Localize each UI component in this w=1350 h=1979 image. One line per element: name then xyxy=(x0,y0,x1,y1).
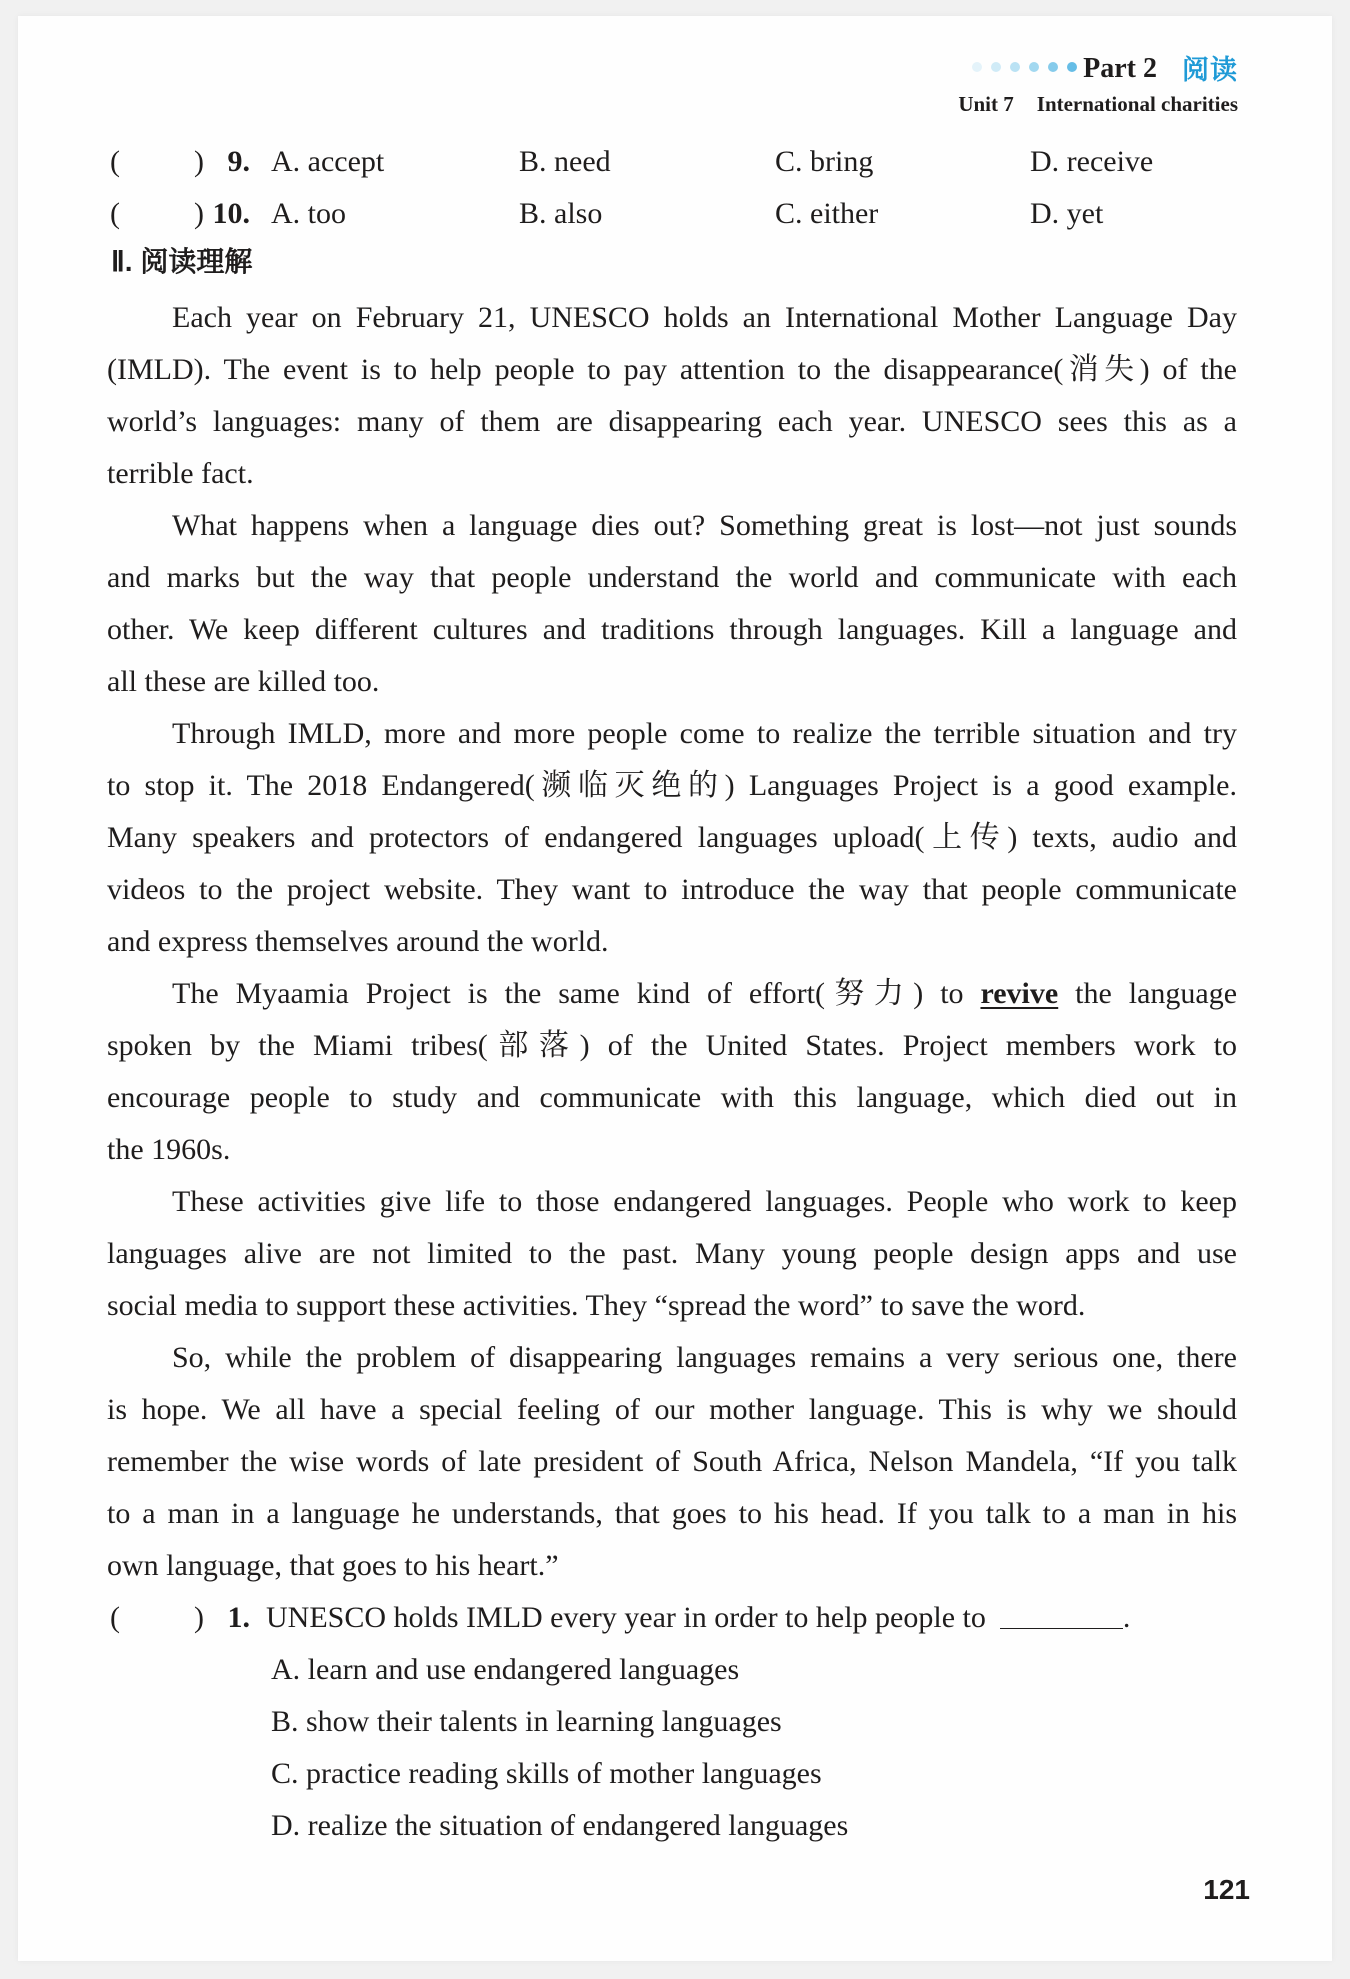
decor-dot xyxy=(991,62,1001,72)
passage-line: to a man in a language he understands, that goes to his head. If you talk to a man in his xyxy=(107,1497,1237,1530)
answer-paren-open: ( xyxy=(110,1601,120,1634)
question-stem-text: UNESCO holds IMLD every year in order to help people to xyxy=(266,1601,986,1634)
passage-line: spoken by the Miami tribes(部落) of the United States. Project members work to xyxy=(107,1029,1237,1062)
cloze-question xyxy=(107,188,1237,240)
passage-line: is hope. We all have a special feeling of our mother language. This is why we should xyxy=(107,1393,1237,1426)
passage-line: Through IMLD, more and more people come to realize the terrible situation and try xyxy=(172,717,1237,750)
option-b: B. also xyxy=(519,197,603,230)
decor-dot xyxy=(972,62,982,72)
passage-line: Many speakers and protectors of endangered languages upload(上传) texts, audio and xyxy=(107,821,1237,854)
passage-line: the 1960s. xyxy=(107,1133,231,1166)
answer-blank xyxy=(1000,1600,1123,1629)
passage-line: and marks but the way that people understand the world and communicate with each xyxy=(107,561,1237,594)
option-a: A. too xyxy=(271,197,346,230)
answer-paren-close: ) xyxy=(194,197,204,230)
answer-paren-close: ) xyxy=(194,1601,204,1634)
question-number: 1. xyxy=(227,1601,250,1634)
passage-line: encourage people to study and communicate with this language, which died out in xyxy=(107,1081,1237,1114)
passage-line: own language, that goes to his heart.” xyxy=(107,1549,559,1582)
paragraph xyxy=(107,1332,1237,1592)
passage-line: terrible fact. xyxy=(107,457,254,490)
passage-line: What happens when a language dies out? Something great is lost—not just sounds xyxy=(172,509,1237,542)
decor-dot xyxy=(1048,62,1058,72)
paragraph xyxy=(107,968,1237,1176)
question-number: 9. xyxy=(227,145,250,178)
passage-line: all these are killed too. xyxy=(107,665,380,698)
passage-line: remember the wise words of late president of South Africa, Nelson Mandela, “If you talk xyxy=(107,1445,1237,1478)
part-label: Part 2 xyxy=(1083,53,1157,84)
keyword-revive: revive xyxy=(980,977,1059,1010)
option-d: D. receive xyxy=(1030,145,1154,178)
unit-title: International charities xyxy=(1036,91,1238,116)
option-d: D. yet xyxy=(1030,197,1104,230)
option-c: C. either xyxy=(775,197,879,230)
answer-paren-close: ) xyxy=(194,145,204,178)
paragraph xyxy=(107,708,1237,968)
comprehension-question xyxy=(107,1592,1237,1644)
page-number: 121 xyxy=(1203,1874,1250,1905)
passage-line: world’s languages: many of them are disappearing each year. UNESCO sees this as a xyxy=(107,405,1237,438)
passage-line: (IMLD). The event is to help people to pay attention to the disappearance(消失) of the xyxy=(107,353,1237,386)
answer-paren-open: ( xyxy=(110,197,120,230)
page-content xyxy=(107,136,1237,1852)
line-text: The Myaamia Project is the same kind of effort(努力) to xyxy=(172,977,964,1010)
question-stem xyxy=(266,1592,1130,1644)
reading-passage xyxy=(107,292,1237,1592)
passage-line: and express themselves around the world. xyxy=(107,925,609,958)
header-dots xyxy=(972,62,1077,72)
page-header xyxy=(972,50,1238,84)
section-label: 阅读 xyxy=(1182,54,1238,85)
paragraph xyxy=(107,292,1237,500)
passage-line: to stop it. The 2018 Endangered(濒临灭绝的) Languages Project is a good example. xyxy=(107,769,1237,802)
decor-dot xyxy=(1067,62,1077,72)
unit-label: Unit 7 xyxy=(958,91,1014,116)
option-d: D. realize the situation of endangered languages xyxy=(271,1809,849,1842)
unit-header xyxy=(958,92,1238,116)
paragraph xyxy=(107,500,1237,708)
passage-line: other. We keep different cultures and traditions through languages. Kill a language and xyxy=(107,613,1237,646)
decor-dot xyxy=(1029,62,1039,72)
option-a: A. accept xyxy=(271,145,385,178)
passage-line: These activities give life to those endangered languages. People who work to keep xyxy=(172,1185,1237,1218)
option-a: A. learn and use endangered languages xyxy=(271,1653,740,1686)
line-text: the language xyxy=(1075,977,1238,1010)
passage-line: So, while the problem of disappearing languages remains a very serious one, there xyxy=(172,1341,1237,1374)
passage-line: Each year on February 21, UNESCO holds an International Mother Language Day xyxy=(172,301,1237,334)
passage-line: social media to support these activities. They “spread the word” to save the word. xyxy=(107,1289,1086,1322)
question-stem-end: . xyxy=(1122,1601,1131,1634)
section-heading: Ⅱ. 阅读理解 xyxy=(111,246,253,277)
paragraph xyxy=(107,1176,1237,1332)
answer-paren-open: ( xyxy=(110,145,120,178)
passage-line: languages alive are not limited to the past. Many young people design apps and use xyxy=(107,1237,1237,1270)
option-c: C. bring xyxy=(775,145,874,178)
option-c: C. practice reading skills of mother languages xyxy=(271,1757,822,1790)
passage-line xyxy=(107,968,1237,1020)
cloze-question xyxy=(107,136,1237,188)
decor-dot xyxy=(1010,62,1020,72)
passage-line: videos to the project website. They want to introduce the way that people communicate xyxy=(107,873,1237,906)
option-b: B. need xyxy=(519,145,611,178)
option-b: B. show their talents in learning languages xyxy=(271,1705,782,1738)
question-number: 10. xyxy=(212,197,250,230)
